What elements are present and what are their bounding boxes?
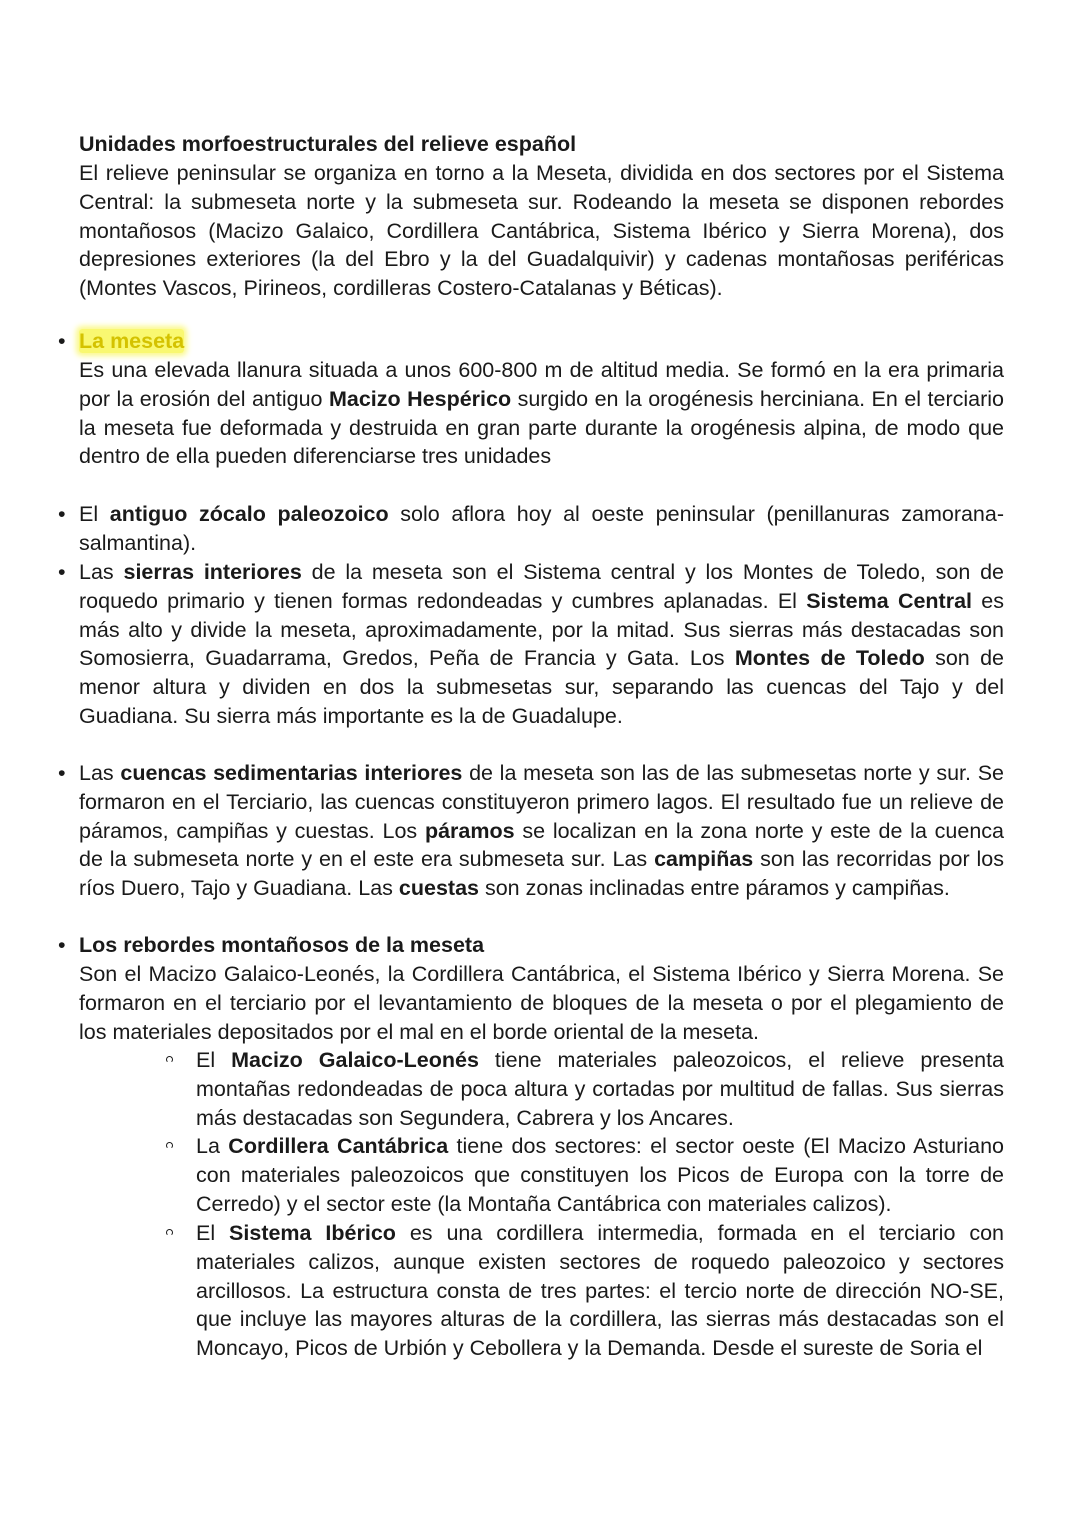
text-run: de la meseta son las de las submesetas norte y sur. Se formaron en el Terciario, las cuencas constituyeron primero lagos. El resultado fue un relieve de páramos, campiñas y cuestas. Los (79, 761, 1004, 843)
text-run: de la meseta son el Sistema central y los Montes de Toledo, son de roquedo primario y tienen formas redondeadas y cumbres aplanadas. El (79, 560, 1004, 613)
hollow-bullet-icon (166, 1142, 173, 1149)
bullet-dot: • (58, 761, 66, 785)
text-run: Es una elevada llanura situada a unos 600-800 m de altitud media. Se formó en la era primaria por la erosión del antiguo (79, 358, 1004, 411)
text-run: es una cordillera intermedia, formada en el terciario con materiales calizos, aunque existen sectores de roquedo paleozoico y sectores arcillosos. La estructura consta de tres partes: el tercio norte de dirección NO-SE, que incluye las mayores alturas de la cordillera, las sierras más destacadas son el Moncayo, Picos de Urbión y Cebollera y la Demanda. Desde el sureste de Soria el (196, 1221, 1004, 1361)
bold-term: campiñas (654, 847, 754, 872)
highlighted-heading-meseta: La meseta (79, 329, 185, 353)
bullet-dot: • (58, 933, 66, 957)
bullet-zocalo (58, 500, 1004, 558)
text-run: Las (79, 560, 124, 584)
bullet-rebordes (58, 931, 1004, 960)
bold-term: sierras interiores (123, 560, 302, 584)
bullet-sierras (58, 558, 1004, 731)
text-run: El (196, 1221, 230, 1245)
text-run: El (196, 1048, 232, 1072)
hollow-bullet-icon (166, 1229, 173, 1236)
bullet-cuencas (58, 759, 1004, 903)
text-run: son de menor altura y dividen en dos la submesetas sur, separando las cuencas del Tajo y del Guadiana. Su sierra más importante es la de Guadalupe. (79, 646, 1005, 728)
text-run: El (79, 502, 110, 526)
text-run: La (196, 1134, 229, 1158)
intro-paragraph: El relieve peninsular se organiza en torno a la Meseta, dividida en dos sectores por el Sistema Central: la submeseta norte y la submeseta sur. Rodeando la meseta se disponen rebordes montañosos (Macizo Galaico, Cordillera Cantábrica, Sistema Ibérico y Sierra Morena), dos depresiones exteriores (la del Ebro y la del Guadalquivir) y cadenas montañosas periféricas (Montes Vascos, Pirineos, cordilleras Costero-Catalanas y Béticas). (79, 161, 1004, 301)
subitem-cantabrica (160, 1132, 1004, 1218)
bullet-dot: • (58, 329, 66, 353)
bold-term: cuestas (398, 876, 479, 901)
bullet-meseta (58, 327, 1004, 356)
hollow-bullet-icon (166, 1056, 173, 1063)
bold-term: Cordillera Cantábrica (228, 1134, 449, 1158)
bold-term: Macizo Galaico-Leonés (231, 1048, 479, 1072)
text-run: es más alto y divide la meseta, aproximadamente, por la mitad. Sus sierras más destacadas son Somosierra, Guadarrama, Gredos, Peña de Francia y Gata. Los (79, 588, 1004, 671)
bold-term: Montes de Toledo (734, 646, 925, 671)
bold-term: Sistema Central (806, 588, 973, 613)
bullet-dot: • (58, 502, 66, 526)
bullet-dot: • (58, 560, 66, 584)
bold-term: páramos (424, 818, 515, 843)
bold-term: Macizo Hespérico (328, 386, 512, 411)
text-run: solo aflora hoy al oeste peninsular (penillanuras zamorana-salmantina). (79, 502, 1005, 555)
text-run: son las recorridas por los ríos Duero, Tajo y Guadiana. Las (79, 847, 1004, 901)
document-title: Unidades morfoestructurales del relieve español (79, 132, 577, 156)
subitem-iberico (160, 1219, 1004, 1363)
text-run: Las (79, 761, 121, 785)
text-run: tiene materiales paleozoicos, el relieve presenta montañas redondeadas de poca altura y cortadas por multitud de fallas. Sus sierras más destacadas son Segundera, Cabrera y los Ancares. (196, 1048, 1004, 1130)
bold-term: antiguo zócalo paleozoico (109, 502, 389, 526)
bold-term: cuencas sedimentarias interiores (120, 761, 463, 785)
text-run: son zonas inclinadas entre páramos y campiñas. (479, 876, 950, 901)
text-run: tiene dos sectores: el sector oeste (El Macizo Asturiano con materiales paleozoicos que constituyen los Picos de Europa con la torre de Cerredo) y el sector este (la Montaña Cantábrica con materiales calizos). (196, 1134, 1004, 1216)
meseta-paragraph (79, 356, 1004, 471)
section-heading-rebordes: Los rebordes montañosos de la meseta (79, 933, 485, 957)
rebordes-paragraph: Son el Macizo Galaico-Leonés, la Cordillera Cantábrica, el Sistema Ibérico y Sierra Morena. Se formaron en el terciario por el levantamiento de bloques de la meseta o por el plegamiento de los materiales depositados por el mal en el borde oriental de la meseta. (79, 962, 1004, 1044)
text-run: se localizan en la zona norte y este de la cuenca de la submeseta norte y en el este era submeseta sur. Las (79, 818, 1004, 872)
bold-term: Sistema Ibérico (229, 1221, 396, 1245)
text-run: surgido en la orogénesis herciniana. En el terciario la meseta fue deformada y destruida en gran parte durante la orogénesis alpina, de modo que dentro de ella pueden diferenciarse tres unidades (79, 386, 1004, 469)
subitem-galaico (160, 1046, 1004, 1132)
